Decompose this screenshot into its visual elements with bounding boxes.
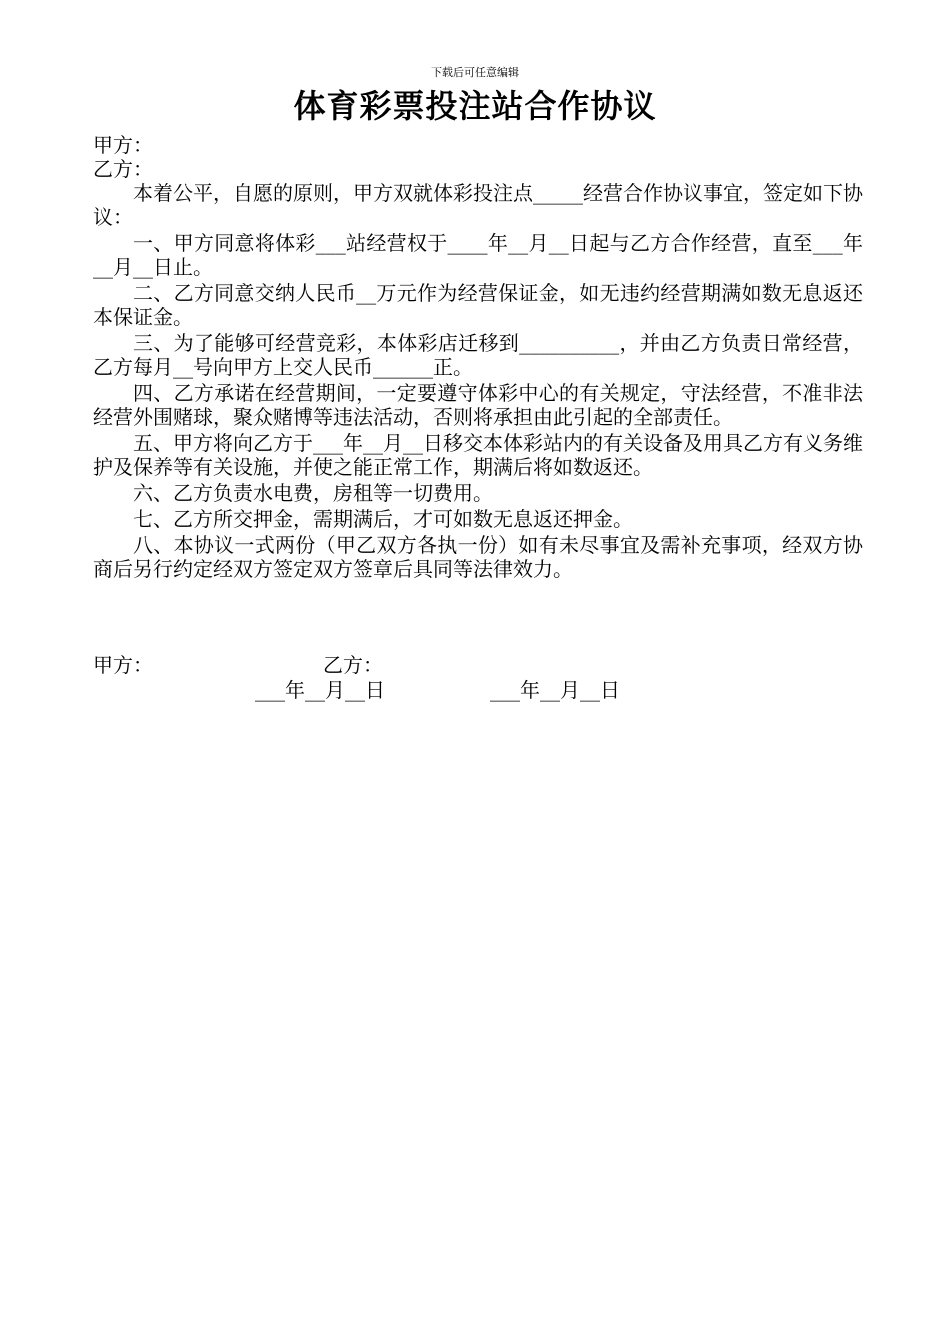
- clause-1: 一、甲方同意将体彩___站经营权于____年__月__日起与乙方合作经营，直至___年__月__日止。: [93, 231, 863, 279]
- intro-paragraph: 本着公平，自愿的原则，甲方双就体彩投注点_____经营合作协议事宜，签定如下协议：: [93, 181, 863, 229]
- signature-date-b: ___年__月__日: [490, 678, 620, 702]
- clause-2: 二、乙方同意交纳人民币__万元作为经营保证金，如无违约经营期满如数无息返还本保证金。: [93, 281, 863, 329]
- signature-party-b: 乙方：: [323, 653, 383, 677]
- clause-6: 六、乙方负责水电费，房租等一切费用。: [133, 481, 493, 505]
- header-note: 下载后可任意编辑: [431, 66, 519, 79]
- signature-party-a: 甲方：: [93, 653, 153, 677]
- clause-7: 七、乙方所交押金，需期满后，才可如数无息返还押金。: [133, 507, 633, 531]
- party-a-line: 甲方：: [93, 133, 153, 157]
- signature-date-a: ___年__月__日: [255, 678, 385, 702]
- clause-5: 五、甲方将向乙方于___年__月__日移交本体彩站内的有关设备及用具乙方有义务维护及保养等有关设施，并使之能正常工作，期满后将如数返还。: [93, 431, 863, 479]
- clause-4: 四、乙方承诺在经营期间，一定要遵守体彩中心的有关规定，守法经营，不准非法经营外围赌球，聚众赌博等违法活动，否则将承担由此引起的全部责任。: [93, 381, 863, 429]
- clause-3: 三、为了能够可经营竞彩，本体彩店迁移到__________，并由乙方负责日常经营，乙方每月__号向甲方上交人民币______正。: [93, 331, 863, 379]
- clause-8: 八、本协议一式两份（甲乙双方各执一份）如有未尽事宜及需补充事项，经双方协商后另行约定经双方签定双方签章后具同等法律效力。: [93, 533, 863, 581]
- party-b-line: 乙方：: [93, 157, 153, 181]
- document-title: 体育彩票投注站合作协议: [293, 87, 657, 125]
- document-body: [93, 133, 863, 583]
